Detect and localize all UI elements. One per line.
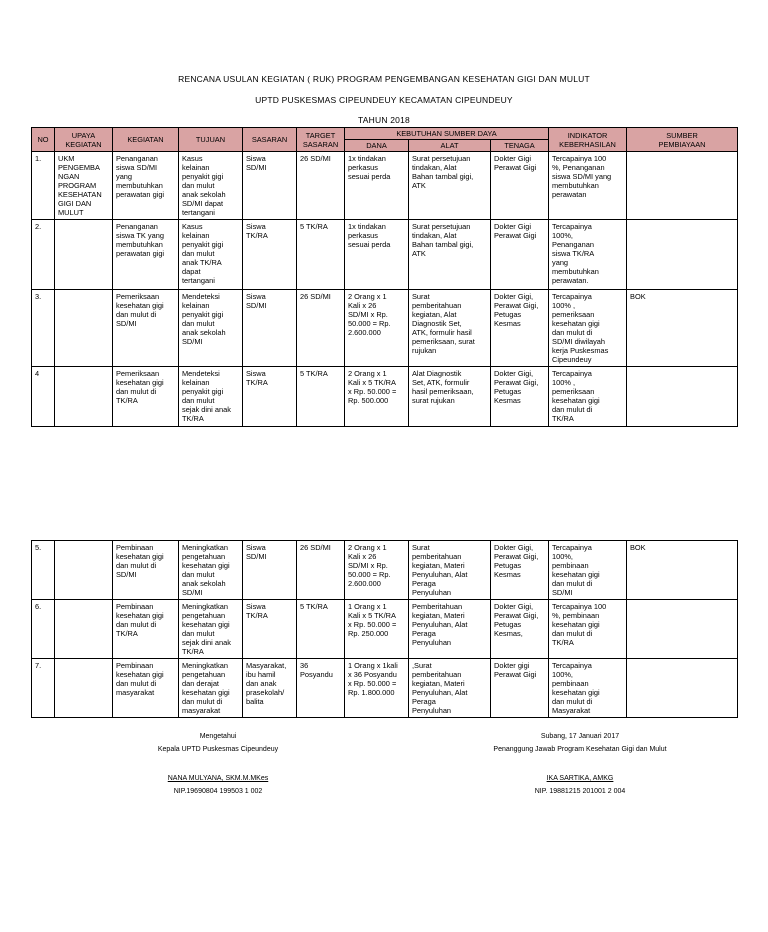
- cell-target: 5 TK/RA: [297, 600, 345, 659]
- cell-dana: 1 Orang x 1 Kali x 5 TK/RA x Rp. 50.000 = Rp. 250.000: [345, 600, 409, 659]
- cell-no: 4: [32, 367, 55, 427]
- col-kegiatan: KEGIATAN: [113, 128, 179, 152]
- cell-sumber: BOK: [627, 541, 738, 600]
- signature-right-date: Subang, 17 Januari 2017: [540, 733, 620, 740]
- cell-upaya: [55, 541, 113, 600]
- cell-alat: Surat persetujuan tindakan, Alat Bahan tambal gigi, ATK: [409, 152, 491, 220]
- cell-no: 6.: [32, 600, 55, 659]
- doc-subtitle: UPTD PUSKESMAS CIPEUNDEUY KECAMATAN CIPEUNDEUY: [255, 95, 513, 105]
- cell-tujuan: Kasus kelainan penyakit gigi dan mulut anak sekolah SD/MI dapat tertangani: [179, 152, 243, 220]
- col-tenaga: TENAGA: [491, 140, 549, 152]
- signature-left-title: Kepala UPTD Puskesmas Cipeundeuy: [157, 746, 279, 753]
- cell-sasaran: Siswa SD/MI: [243, 152, 297, 220]
- cell-sumber: [627, 367, 738, 427]
- cell-alat: ,Surat pemberitahuan kegiatan, Materi Penyuluhan, Alat Peraga Penyuluhan: [409, 659, 491, 718]
- cell-upaya: [55, 367, 113, 427]
- col-target: TARGET SASARAN: [297, 128, 345, 152]
- col-tujuan: TUJUAN: [179, 128, 243, 152]
- cell-dana: 2 Orang x 1 Kali x 5 TK/RA x Rp. 50.000 = Rp. 500.000: [345, 367, 409, 427]
- cell-dana: 2 Orang x 1 Kali x 26 SD/MI x Rp. 50.000 = Rp. 2.600.000: [345, 290, 409, 367]
- cell-indikator: Tercapainya 100%, pembinaan kesehatan gigi dan mulut di Masyarakat: [549, 659, 627, 718]
- signature-right-name: IKA SARTIKA, AMKG: [546, 775, 614, 782]
- cell-no: 2.: [32, 220, 55, 290]
- cell-dana: 2 Orang x 1 Kali x 26 SD/MI x Rp. 50.000 = Rp. 2.600.000: [345, 541, 409, 600]
- cell-target: 26 SD/MI: [297, 152, 345, 220]
- table-row: [32, 367, 738, 427]
- signature-left-name: NANA MULYANA, SKM.M.MKes: [167, 775, 269, 782]
- cell-sumber: [627, 152, 738, 220]
- cell-tenaga: Dokter Gigi, Perawat Gigi, Petugas Kesmas: [491, 367, 549, 427]
- cell-no: 7.: [32, 659, 55, 718]
- cell-alat: Surat pemberitahuan kegiatan, Materi Penyuluhan, Alat Peraga Penyuluhan: [409, 541, 491, 600]
- cell-tujuan: Mendeteksi kelainan penyakit gigi dan mulut anak sekolah SD/MI: [179, 290, 243, 367]
- cell-alat: Pemberitahuan kegiatan, Materi Penyuluhan, Alat Peraga Penyuluhan: [409, 600, 491, 659]
- cell-no: 3.: [32, 290, 55, 367]
- ruk-table-continued: [31, 540, 738, 718]
- table-row: [32, 220, 738, 290]
- cell-alat: Surat persetujuan tindakan, Alat Bahan tambal gigi, ATK: [409, 220, 491, 290]
- cell-tujuan: Meningkatkan pengetahuan kesehatan gigi dan mulut sejak dini anak TK/RA: [179, 600, 243, 659]
- cell-sumber: [627, 659, 738, 718]
- cell-alat: Alat Diagnostik Set, ATK, formulir hasil pemeriksaan, surat rujukan: [409, 367, 491, 427]
- cell-sasaran: Siswa SD/MI: [243, 541, 297, 600]
- table-row: [32, 290, 738, 367]
- cell-dana: 1x tindakan perkasus sesuai perda: [345, 152, 409, 220]
- table-row: [32, 600, 738, 659]
- cell-dana: 1 Orang x 1kali x 36 Posyandu x Rp. 50.000 = Rp. 1.800.000: [345, 659, 409, 718]
- cell-upaya: [55, 220, 113, 290]
- table-row: [32, 152, 738, 220]
- cell-no: 5.: [32, 541, 55, 600]
- signature-left-heading: Mengetahui: [199, 733, 237, 740]
- cell-tujuan: Kasus kelainan penyakit gigi dan mulut anak TK/RA dapat tertangani: [179, 220, 243, 290]
- col-dana: DANA: [345, 140, 409, 152]
- cell-indikator: Tercapainya 100%, pembinaan kesehatan gigi dan mulut di SD/MI: [549, 541, 627, 600]
- cell-indikator: Tercapainya 100% , pemeriksaan kesehatan gigi dan mulut di SD/MI diwilayah kerja Puskesmas Cipeundeuy: [549, 290, 627, 367]
- cell-kegiatan: Penanganan siswa TK yang membutuhkan perawatan gigi: [113, 220, 179, 290]
- cell-kegiatan: Pemeriksaan kesehatan gigi dan mulut di SD/MI: [113, 290, 179, 367]
- cell-upaya: [55, 600, 113, 659]
- cell-indikator: Tercapainya 100 %, Penanganan siswa SD/MI yang membutuhkan perawatan: [549, 152, 627, 220]
- cell-sasaran: Siswa SD/MI: [243, 290, 297, 367]
- cell-sasaran: Siswa TK/RA: [243, 600, 297, 659]
- cell-indikator: Tercapainya 100%, Penanganan siswa TK/RA yang membutuhkan perawatan.: [549, 220, 627, 290]
- cell-target: 36 Posyandu: [297, 659, 345, 718]
- col-sumber: SUMBER PEMBIAYAAN: [627, 128, 738, 152]
- cell-alat: Surat pemberitahuan kegiatan, Alat Diagnostik Set, ATK, formulir hasil pemeriksaan, surat rujukan: [409, 290, 491, 367]
- cell-tenaga: Dokter Gigi, Perawat Gigi, Petugas Kesmas: [491, 541, 549, 600]
- cell-kegiatan: Penanganan siswa SD/MI yang membutuhkan perawatan gigi: [113, 152, 179, 220]
- cell-upaya: UKM PENGEMBA NGAN PROGRAM KESEHATAN GIGI DAN MULUT: [55, 152, 113, 220]
- cell-tujuan: Meningkatkan pengetahuan dan derajat kesehatan gigi dan mulut di masyarakat: [179, 659, 243, 718]
- cell-sumber: [627, 600, 738, 659]
- doc-year: TAHUN 2018: [358, 115, 410, 125]
- cell-kegiatan: Pembinaan kesehatan gigi dan mulut di SD/MI: [113, 541, 179, 600]
- col-sasaran: SASARAN: [243, 128, 297, 152]
- cell-tujuan: Mendeteksi kelainan penyakit gigi dan mulut sejak dini anak TK/RA: [179, 367, 243, 427]
- cell-no: 1.: [32, 152, 55, 220]
- cell-target: 5 TK/RA: [297, 220, 345, 290]
- cell-target: 26 SD/MI: [297, 290, 345, 367]
- cell-tujuan: Meningkatkan pengetahuan kesehatan gigi dan mulut anak sekolah SD/MI: [179, 541, 243, 600]
- signature-left-nip: NIP.19690804 199503 1 002: [173, 788, 263, 795]
- table-row: [32, 659, 738, 718]
- cell-indikator: Tercapainya 100% , pemeriksaan kesehatan gigi dan mulut di TK/RA: [549, 367, 627, 427]
- col-upaya: UPAYA KEGIATAN: [55, 128, 113, 152]
- cell-tenaga: Dokter gigi Perawat Gigi: [491, 659, 549, 718]
- signature-right-nip: NIP. 19881215 201001 2 004: [534, 788, 626, 795]
- doc-title: RENCANA USULAN KEGIATAN ( RUK) PROGRAM PENGEMBANGAN KESEHATAN GIGI DAN MULUT: [178, 74, 590, 84]
- cell-target: 5 TK/RA: [297, 367, 345, 427]
- cell-sasaran: Siswa TK/RA: [243, 220, 297, 290]
- cell-sumber: [627, 220, 738, 290]
- cell-upaya: [55, 290, 113, 367]
- signature-right-title: Penanggung Jawab Program Kesehatan Gigi dan Mulut: [493, 746, 667, 753]
- cell-upaya: [55, 659, 113, 718]
- cell-kegiatan: Pembinaan kesehatan gigi dan mulut di masyarakat: [113, 659, 179, 718]
- col-indikator: INDIKATOR KEBERHASILAN: [549, 128, 627, 152]
- col-alat: ALAT: [409, 140, 491, 152]
- cell-dana: 1x tindakan perkasus sesuai perda: [345, 220, 409, 290]
- cell-sasaran: Masyarakat, ibu hamil dan anak prasekolah/ balita: [243, 659, 297, 718]
- cell-target: 26 SD/MI: [297, 541, 345, 600]
- cell-tenaga: Dokter Gigi Perawat Gigi: [491, 220, 549, 290]
- ruk-table-main: [31, 127, 738, 427]
- cell-kegiatan: Pembinaan kesehatan gigi dan mulut di TK/RA: [113, 600, 179, 659]
- cell-tenaga: Dokter Gigi, Perawat Gigi, Petugas Kesmas: [491, 290, 549, 367]
- cell-indikator: Tercapainya 100 %, pembinaan kesehatan gigi dan mulut di TK/RA: [549, 600, 627, 659]
- cell-kegiatan: Pemeriksaan kesehatan gigi dan mulut di TK/RA: [113, 367, 179, 427]
- col-no: NO: [32, 128, 55, 152]
- col-kebutuhan: KEBUTUHAN SUMBER DAYA: [345, 128, 549, 140]
- cell-tenaga: Dokter Gigi Perawat Gigi: [491, 152, 549, 220]
- table-row: [32, 541, 738, 600]
- cell-sumber: BOK: [627, 290, 738, 367]
- cell-tenaga: Dokter Gigi, Perawat Gigi, Petugas Kesmas,: [491, 600, 549, 659]
- cell-sasaran: Siswa TK/RA: [243, 367, 297, 427]
